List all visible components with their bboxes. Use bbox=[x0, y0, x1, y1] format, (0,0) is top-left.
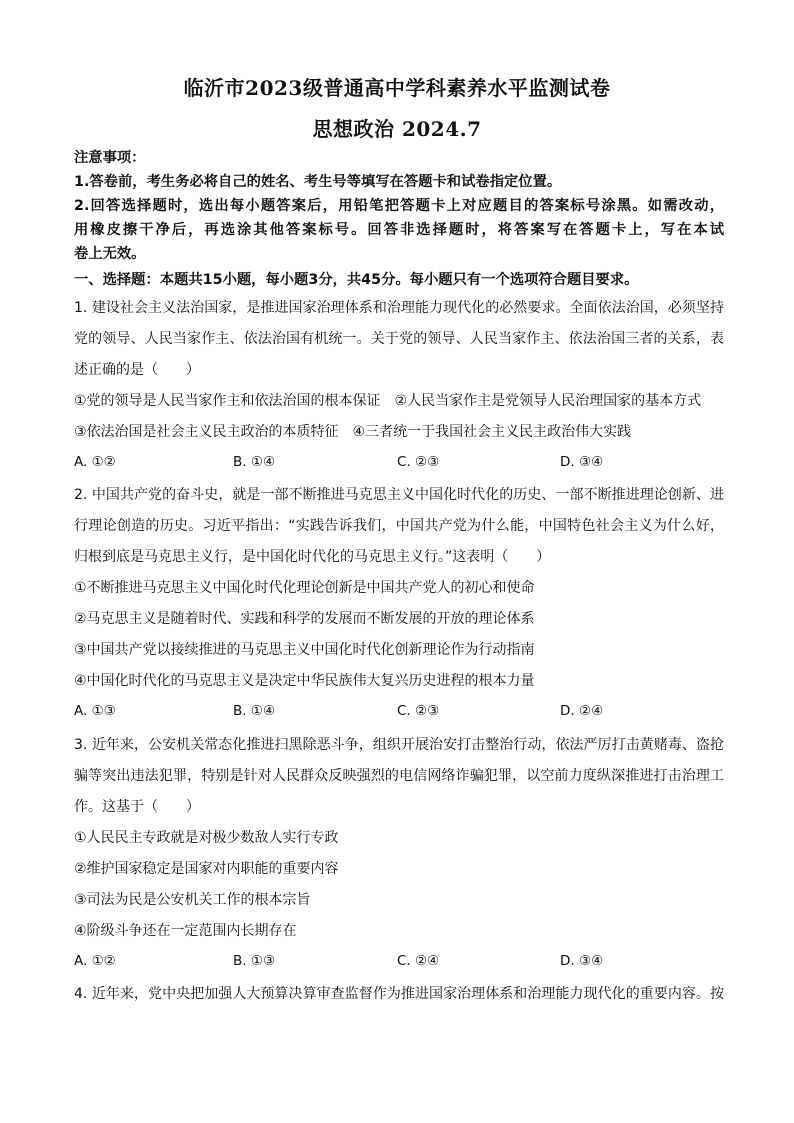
notice-item: 卷上无效。 bbox=[74, 246, 146, 262]
question-stem-line: 行理论创造的历史。习近平指出：“实践告诉我们，中国共产党为什么能，中国特色社会主义为什么好， bbox=[74, 518, 724, 534]
question-stem-line: 述正确的是（ ） bbox=[74, 362, 200, 378]
question-stem-line: 党的领导、人民当家作主、依法治国有机统一。关于党的领导、人民当家作主、依法治国三者的关系，表 bbox=[74, 331, 724, 347]
question-statement: ②马克思主义是随着时代、实践和科学的发展而不断发展的开放的理论体系 bbox=[74, 611, 535, 627]
notice-heading: 注意事项： bbox=[74, 150, 146, 166]
option-c[interactable]: C. ②③ bbox=[397, 454, 440, 470]
exam-subtitle: 思想政治 2024.7 bbox=[312, 117, 482, 141]
question-statement: ①不断推进马克思主义中国化时代化理论创新是中国共产党人的初心和使命 bbox=[74, 580, 535, 596]
option-c[interactable]: C. ②④ bbox=[397, 953, 440, 969]
option-a[interactable]: A. ①② bbox=[74, 953, 116, 969]
question-statement: ③司法为民是公安机关工作的根本宗旨 bbox=[74, 892, 311, 908]
option-b[interactable]: B. ①③ bbox=[233, 953, 276, 969]
question-statement: ②维护国家稳定是国家对内职能的重要内容 bbox=[74, 861, 339, 877]
notice-item: 1.答卷前，考生务必将自己的姓名、考生号等填写在答题卡和试卷指定位置。 bbox=[74, 174, 562, 190]
question-stem-line: 3. 近年来，公安机关常态化推进扫黑除恶斗争，组织开展治安打击整治行动，依法严厉打击黄赌毒、盗抢 bbox=[74, 737, 724, 753]
question-stem-line: 4. 近年来，党中央把加强人大预算决算审查监督作为推进国家治理体系和治理能力现代化的重要内容。按 bbox=[74, 986, 724, 1002]
option-d[interactable]: D. ③④ bbox=[560, 454, 604, 470]
option-d[interactable]: D. ②④ bbox=[560, 703, 604, 719]
question-statement: ①党的领导是人民当家作主和依法治国的根本保证 ②人民当家作主是党领导人民治理国家的基本方式 bbox=[74, 393, 702, 409]
exam-title: 临沂市2023级普通高中学科素养水平监测试卷 bbox=[183, 76, 611, 100]
section-heading: 一、选择题：本题共15小题，每小题3分，共45分。每小题只有一个选项符合题目要求。 bbox=[74, 272, 639, 288]
question-stem-line: 1. 建设社会主义法治国家，是推进国家治理体系和治理能力现代化的必然要求。全面依法治国，必须坚持 bbox=[74, 300, 724, 316]
question-statement: ③依法治国是社会主义民主政治的本质特征 ④三者统一于我国社会主义民主政治伟大实践 bbox=[74, 424, 632, 440]
question-stem-line: 2. 中国共产党的奋斗史，就是一部不断推进马克思主义中国化时代化的历史、一部不断推进理论创新、进 bbox=[74, 487, 724, 503]
option-a[interactable]: A. ①② bbox=[74, 454, 116, 470]
option-b[interactable]: B. ①④ bbox=[233, 454, 276, 470]
question-statement: ③中国共产党以接续推进的马克思主义中国化时代化创新理论作为行动指南 bbox=[74, 642, 535, 658]
notice-item: 2.回答选择题时，选出每小题答案后，用铅笔把答题卡上对应题目的答案标号涂黑。如需改动， bbox=[74, 198, 724, 214]
question-stem-line: 骗等突出违法犯罪，特别是针对人民群众反映强烈的电信网络诈骗犯罪，以空前力度纵深推进打击治理工 bbox=[74, 768, 724, 784]
option-a[interactable]: A. ①③ bbox=[74, 703, 116, 719]
question-statement: ④中国化时代化的马克思主义是决定中华民族伟大复兴历史进程的根本力量 bbox=[74, 673, 535, 689]
question-stem-line: 作。这基于（ ） bbox=[74, 799, 200, 815]
question-stem-line: 归根到底是马克思主义行，是中国化时代化的马克思主义行。”这表明（ ） bbox=[74, 549, 551, 565]
option-d[interactable]: D. ③④ bbox=[560, 953, 604, 969]
option-c[interactable]: C. ②③ bbox=[397, 703, 440, 719]
question-statement: ①人民民主专政就是对极少数敌人实行专政 bbox=[74, 830, 339, 846]
question-statement: ④阶级斗争还在一定范围内长期存在 bbox=[74, 923, 297, 939]
answer-options bbox=[74, 454, 724, 474]
answer-options bbox=[74, 953, 724, 973]
notice-item: 用橡皮擦干净后，再选涂其他答案标号。回答非选择题时，将答案写在答题卡上，写在本试 bbox=[74, 222, 724, 238]
answer-options bbox=[74, 703, 724, 723]
option-b[interactable]: B. ①④ bbox=[233, 703, 276, 719]
